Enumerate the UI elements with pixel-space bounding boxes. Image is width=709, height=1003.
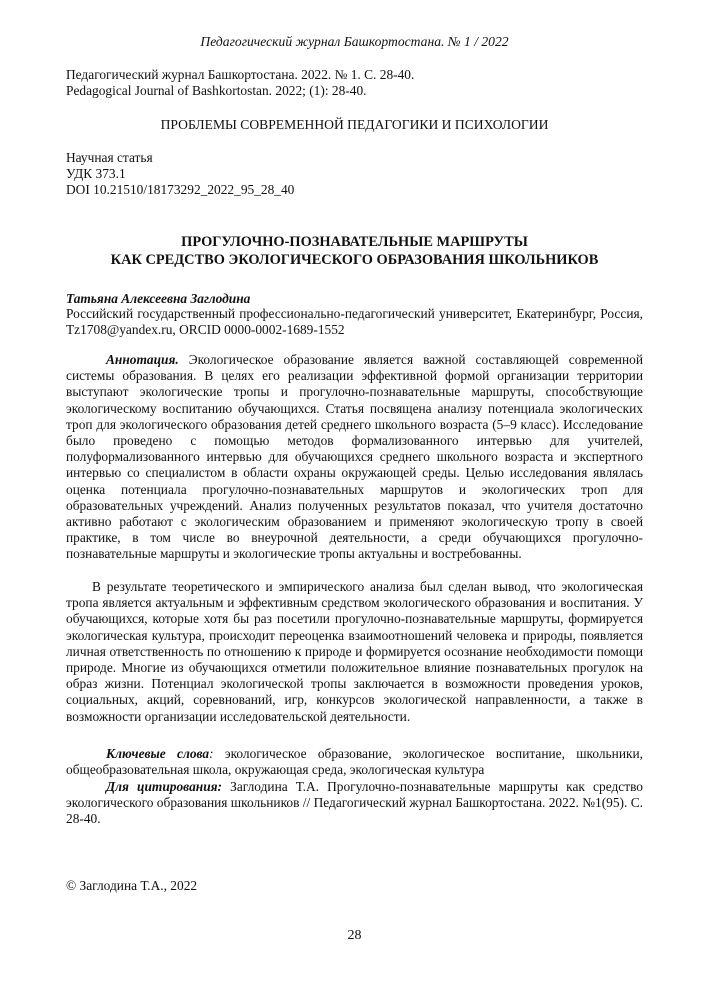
keywords-label: Ключевые слова xyxy=(106,746,210,761)
copyright: © Заглодина Т.А., 2022 xyxy=(66,878,198,893)
udc-code: УДК 373.1 xyxy=(66,166,126,181)
keywords xyxy=(66,746,643,778)
doi: DOI 10.21510/18173292_2022_95_28_40 xyxy=(66,182,295,197)
abstract-text-1: Экологическое образование является важной составляющей современной системы образования. В целях его реализации эффективной формой организации территории выступают экологические тропы и прогулочно-познавательные маршруты, способствующие экологическому воспитанию обучающихся. Статья посвящена анализу потенциала экологических троп для экологического образования детей среднего школьного возраста (5–9 класс). Исследование было проведено с помощью методов формализованного интервью для учителей, полуформализованного интервью для обучающихся среднего школьного возраста и экспертного интервью со специалистом в области охраны окружающей среды. Целью исследования являлась оценка потенциала прогулочно-познавательных маршрутов и экологических троп для образовательных учреждений. Анализ полученных результатов показал, что учителя достаточно активно работают с экологическим образованием и применяют экологическую тропу в своей практике, в том числе во внеурочной деятельности, а среди обучающихся прогулочно-познавательные маршруты и экологические тропы актуальны и востребованны. xyxy=(66,352,643,562)
cite-as-text: Заглодина Т.А. Прогулочно-познавательные маршруты как средство экологического образования школьников // Педагогический журнал Башкортостана. 2022. №1(95). С. 28-40. xyxy=(66,779,643,827)
running-header: Педагогический журнал Башкортостана. № 1 / 2022 xyxy=(200,34,509,49)
title-line-1: ПРОГУЛОЧНО-ПОЗНАВАТЕЛЬНЫЕ МАРШРУТЫ xyxy=(181,234,528,250)
keywords-colon: : xyxy=(209,746,214,761)
abstract-paragraph-2: В результате теоретического и эмпирического анализа был сделан вывод, что экологическая тропа является актуальным и эффективным средством экологического образования и воспитания. У обучающихся, которые хотя бы раз посетили прогулочно-познавательные маршруты, формируется экологическая культура, происходит переоценка взаимоотношений человека и природы, появляется личная ответственность по отношению к природе и формируется осознание необходимости помощи природе. Многие из обучающихся отметили положительное влияние познавательных прогулок на образ жизни. Потенциал экологической тропы заключается в возможности проведения уроков, социальных, акций, соревнований, игр, конкурсов экологической направленности, а также в возможности организации исследовательской деятельности. xyxy=(66,579,643,724)
page-number: 28 xyxy=(347,928,362,943)
title-line-2: КАК СРЕДСТВО ЭКОЛОГИЧЕСКОГО ОБРАЗОВАНИЯ ШКОЛЬНИКОВ xyxy=(110,251,599,268)
article-type: Научная статья xyxy=(66,150,153,165)
author-name: Татьяна Алексеевна Заглодина xyxy=(66,291,251,306)
citation-ru: Педагогический журнал Башкортостана. 2022. № 1. С. 28-40. xyxy=(66,67,415,82)
abstract-label: Аннотация. xyxy=(106,352,179,367)
article-title xyxy=(66,234,643,269)
author-affiliation: Российский государственный профессионально-педагогический университет, Екатеринбург, Россия, Tz1708@yandex.ru, ORCID 0000-0002-1689-1552 xyxy=(66,306,643,338)
abstract-paragraph-1 xyxy=(66,352,643,563)
section-heading: ПРОБЛЕМЫ СОВРЕМЕННОЙ ПЕДАГОГИКИ И ПСИХОЛОГИИ xyxy=(160,117,549,132)
keywords-text: экологическое образование, экологическое воспитание, школьники, общеобразовательная школа, окружающая среда, экологическая культура xyxy=(66,746,643,778)
cite-as-label: Для цитирования: xyxy=(106,779,223,794)
citation-en: Pedagogical Journal of Bashkortostan. 2022; (1): 28-40. xyxy=(66,83,367,98)
cite-as xyxy=(66,779,643,828)
